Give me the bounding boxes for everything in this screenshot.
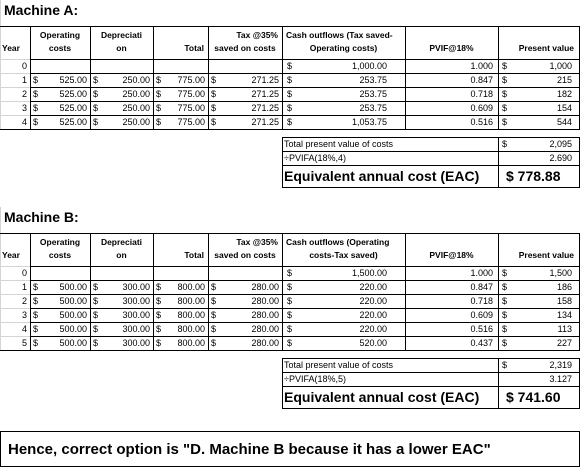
conclusion-left-border bbox=[0, 431, 1, 467]
machine-a-title: Machine A: bbox=[4, 2, 79, 18]
machine-b-cell-dep: 300.00 bbox=[122, 338, 150, 348]
machine-b-pvifa-label: ÷PVIFA(18%,5) bbox=[284, 374, 346, 384]
machine-a-cell-op-currency: $ bbox=[33, 117, 39, 127]
machine-b-cell-dep-currency: $ bbox=[93, 282, 99, 292]
machine-a-cell-pvif: 0.847 bbox=[470, 75, 493, 85]
machine-a-pvifa-label: ÷PVIFA(18%,4) bbox=[284, 153, 346, 163]
machine-b-header-dep2: on bbox=[116, 250, 127, 260]
machine-a-cell-op: 525.00 bbox=[59, 89, 87, 99]
machine-a-cell-tax-currency: $ bbox=[211, 103, 217, 113]
machine-b-cell-dep-currency: $ bbox=[93, 324, 99, 334]
machine-b-eac-label: Equivalent annual cost (EAC) bbox=[284, 389, 480, 405]
machine-a-cell-pvif: 1.000 bbox=[470, 61, 493, 71]
machine-a-cell-tax: 271.25 bbox=[251, 89, 279, 99]
machine-a-cell-tax: 271.25 bbox=[251, 103, 279, 113]
machine-b-cell-total: 800.00 bbox=[177, 282, 205, 292]
machine-a-header-dep2: on bbox=[116, 43, 127, 53]
machine-b-total-pv-label: Total present value of costs bbox=[284, 360, 394, 370]
machine-a-cell-op: 525.00 bbox=[59, 117, 87, 127]
machine-b-header-top-border bbox=[0, 233, 580, 234]
machine-b-cell-dep-currency: $ bbox=[93, 296, 99, 306]
machine-b-cell-total: 800.00 bbox=[177, 296, 205, 306]
machine-a-cell-pv: 215 bbox=[556, 75, 572, 85]
machine-b-cell-cash: 1,500.00 bbox=[351, 268, 387, 278]
machine-a-cell-tax-currency: $ bbox=[211, 75, 217, 85]
machine-b-summary-top-border bbox=[282, 358, 580, 359]
machine-a-header-total: Total bbox=[184, 43, 204, 53]
machine-b-cell-total-currency: $ bbox=[156, 324, 162, 334]
machine-b-cell-total: 800.00 bbox=[177, 324, 205, 334]
machine-b-header-dep1: Depreciati bbox=[100, 237, 143, 247]
machine-b-cell-tax-currency: $ bbox=[211, 310, 217, 320]
machine-a-cell-dep-currency: $ bbox=[93, 103, 99, 113]
machine-a-cell-year: 1 bbox=[21, 75, 27, 85]
machine-b-cell-total-currency: $ bbox=[156, 338, 162, 348]
machine-b-cell-cash: 220.00 bbox=[359, 296, 387, 306]
machine-a-cell-pv-currency: $ bbox=[502, 89, 508, 99]
machine-b-cell-tax: 280.00 bbox=[251, 324, 279, 334]
machine-a-cell-op-currency: $ bbox=[33, 75, 39, 85]
machine-b-cell-tax-currency: $ bbox=[211, 338, 217, 348]
machine-b-cell-cash: 220.00 bbox=[359, 282, 387, 292]
machine-a-summary-bottom-border bbox=[282, 187, 580, 188]
machine-b-row-border bbox=[30, 308, 580, 309]
machine-a-cell-dep: 250.00 bbox=[122, 103, 150, 113]
machine-a-cell-cash-currency: $ bbox=[287, 103, 293, 113]
machine-b-cell-tax: 280.00 bbox=[251, 310, 279, 320]
machine-b-cell-tax-currency: $ bbox=[211, 282, 217, 292]
machine-b-summary-left-border bbox=[282, 358, 283, 408]
machine-b-cell-pv: 158 bbox=[556, 296, 572, 306]
machine-b-cell-op-currency: $ bbox=[33, 324, 39, 334]
machine-a-header-tax2: saved on costs bbox=[214, 43, 276, 53]
machine-a-cell-pv-currency: $ bbox=[502, 117, 508, 127]
machine-a-cell-cash: 1,000.00 bbox=[351, 61, 387, 71]
machine-a-summary-mid-border bbox=[282, 165, 580, 166]
machine-a-cell-op-currency: $ bbox=[33, 103, 39, 113]
machine-b-cell-tax: 280.00 bbox=[251, 296, 279, 306]
machine-b-cell-dep-currency: $ bbox=[93, 338, 99, 348]
machine-b-cell-pv: 134 bbox=[556, 310, 572, 320]
machine-b-cell-cash: 220.00 bbox=[359, 324, 387, 334]
machine-b-cell-cash-currency: $ bbox=[287, 324, 293, 334]
machine-a-cell-pv: 1,000 bbox=[549, 61, 572, 71]
machine-b-cell-dep: 300.00 bbox=[122, 282, 150, 292]
machine-b-cell-pvif: 0.847 bbox=[470, 282, 493, 292]
machine-b-cell-cash: 220.00 bbox=[359, 310, 387, 320]
machine-a-cell-op: 525.00 bbox=[59, 75, 87, 85]
machine-a-header-dep1: Depreciati bbox=[100, 30, 143, 40]
machine-b-cell-dep: 300.00 bbox=[122, 324, 150, 334]
machine-a-row-border bbox=[30, 101, 580, 102]
machine-b-cell-year: 1 bbox=[21, 282, 27, 292]
machine-b-cell-total-currency: $ bbox=[156, 296, 162, 306]
machine-b-cell-pv: 1,500 bbox=[549, 268, 572, 278]
machine-a-header-op2: costs bbox=[48, 43, 72, 53]
machine-b-cell-year: 2 bbox=[21, 296, 27, 306]
machine-b-cell-tax: 280.00 bbox=[251, 338, 279, 348]
machine-a-cell-cash-currency: $ bbox=[287, 117, 293, 127]
machine-b-cell-pvif: 1.000 bbox=[470, 268, 493, 278]
machine-a-cell-op: 525.00 bbox=[59, 103, 87, 113]
machine-b-cell-pv-currency: $ bbox=[502, 268, 508, 278]
machine-a-eac-label: Equivalent annual cost (EAC) bbox=[284, 168, 480, 184]
machine-a-header-top-border bbox=[0, 26, 580, 27]
machine-b-cell-cash-currency: $ bbox=[287, 282, 293, 292]
machine-a-cell-tax-currency: $ bbox=[211, 89, 217, 99]
machine-b-cell-op: 500.00 bbox=[59, 338, 87, 348]
machine-b-cell-year: 4 bbox=[21, 324, 27, 334]
machine-b-cell-pvif: 0.516 bbox=[470, 324, 493, 334]
machine-b-cell-op: 500.00 bbox=[59, 324, 87, 334]
machine-a-cell-year: 3 bbox=[21, 103, 27, 113]
machine-b-cell-tax-currency: $ bbox=[211, 324, 217, 334]
machine-a-cell-dep-currency: $ bbox=[93, 117, 99, 127]
machine-a-cell-total: 775.00 bbox=[177, 103, 205, 113]
machine-b-cell-pv-currency: $ bbox=[502, 338, 508, 348]
machine-a-summary-left-border bbox=[282, 137, 283, 187]
machine-b-row-border bbox=[30, 280, 580, 281]
machine-b-cell-pvif: 0.718 bbox=[470, 296, 493, 306]
machine-a-header-op1: Operating bbox=[39, 30, 81, 40]
machine-b-row-border bbox=[30, 336, 580, 337]
machine-a-cell-pv: 182 bbox=[556, 89, 572, 99]
machine-a-cell-pvif: 0.516 bbox=[470, 117, 493, 127]
machine-b-cell-pv: 227 bbox=[556, 338, 572, 348]
machine-b-cell-pv-currency: $ bbox=[502, 310, 508, 320]
machine-a-cell-total-currency: $ bbox=[156, 75, 162, 85]
machine-b-cell-op-currency: $ bbox=[33, 296, 39, 306]
machine-a-cell-dep: 250.00 bbox=[122, 75, 150, 85]
machine-b-header-cash2: costs-Tax saved) bbox=[309, 250, 378, 260]
machine-a-cell-cash-currency: $ bbox=[287, 89, 293, 99]
machine-a-cell-total: 775.00 bbox=[177, 75, 205, 85]
machine-b-row-border bbox=[30, 350, 580, 351]
machine-b-cell-op: 500.00 bbox=[59, 282, 87, 292]
machine-b-cell-op-currency: $ bbox=[33, 282, 39, 292]
machine-a-cell-cash-currency: $ bbox=[287, 75, 293, 85]
machine-b-cell-year: 5 bbox=[21, 338, 27, 348]
machine-a-header-tax1: Tax @35% bbox=[236, 30, 278, 40]
machine-a-cell-pv-currency: $ bbox=[502, 61, 508, 71]
machine-b-cell-pv: 186 bbox=[556, 282, 572, 292]
machine-b-cell-cash-currency: $ bbox=[287, 268, 293, 278]
machine-b-header-total: Total bbox=[184, 250, 204, 260]
machine-b-header-op1: Operating bbox=[39, 237, 81, 247]
machine-b-cell-cash: 520.00 bbox=[359, 338, 387, 348]
machine-b-cell-total-currency: $ bbox=[156, 310, 162, 320]
machine-b-cell-year: 0 bbox=[21, 268, 27, 278]
machine-a-cell-cash: 253.75 bbox=[359, 89, 387, 99]
machine-b-title: Machine B: bbox=[4, 209, 79, 225]
machine-b-cell-tax-currency: $ bbox=[211, 296, 217, 306]
machine-b-cell-op-currency: $ bbox=[33, 310, 39, 320]
machine-b-cell-total-currency: $ bbox=[156, 282, 162, 292]
machine-b-header-tax1: Tax @35% bbox=[236, 237, 278, 247]
machine-a-header-cash2: Operating costs) bbox=[309, 43, 378, 53]
machine-b-cell-op-currency: $ bbox=[33, 338, 39, 348]
machine-b-row-border bbox=[30, 294, 580, 295]
machine-a-cell-cash: 1,053.75 bbox=[351, 117, 387, 127]
machine-a-cell-total: 775.00 bbox=[177, 89, 205, 99]
machine-b-header-op2: costs bbox=[48, 250, 72, 260]
machine-b-cell-pv: 113 bbox=[557, 324, 572, 334]
machine-a-header-pvif: PVIF@18% bbox=[429, 43, 474, 53]
machine-b-total-pv-currency: $ bbox=[502, 360, 508, 370]
machine-a-total-pv-label: Total present value of costs bbox=[284, 139, 394, 149]
machine-a-cell-dep: 250.00 bbox=[122, 89, 150, 99]
machine-b-cell-cash-currency: $ bbox=[287, 296, 293, 306]
machine-b-cell-dep: 300.00 bbox=[122, 296, 150, 306]
machine-a-cell-dep-currency: $ bbox=[93, 75, 99, 85]
machine-a-total-pv-currency: $ bbox=[502, 139, 508, 149]
machine-a-cell-pvif: 0.718 bbox=[470, 89, 493, 99]
machine-b-row-border bbox=[30, 266, 580, 267]
machine-a-summary-mid-border bbox=[282, 151, 580, 152]
machine-a-cell-pv-currency: $ bbox=[502, 75, 508, 85]
machine-b-cell-op: 500.00 bbox=[59, 296, 87, 306]
machine-a-cell-year: 0 bbox=[21, 61, 27, 71]
machine-a-row-border bbox=[30, 115, 580, 116]
machine-a-cell-op-currency: $ bbox=[33, 89, 39, 99]
machine-a-cell-year: 2 bbox=[21, 89, 27, 99]
machine-a-cell-cash: 253.75 bbox=[359, 75, 387, 85]
conclusion-top-border bbox=[0, 431, 580, 432]
machine-b-cell-cash-currency: $ bbox=[287, 310, 293, 320]
machine-b-header-pv: Present value bbox=[518, 250, 574, 260]
machine-b-cell-pv-currency: $ bbox=[502, 282, 508, 292]
machine-a-cell-dep: 250.00 bbox=[122, 117, 150, 127]
machine-a-row-border bbox=[30, 87, 580, 88]
machine-b-cell-dep-currency: $ bbox=[93, 310, 99, 320]
machine-b-cell-dep: 300.00 bbox=[122, 310, 150, 320]
machine-a-cell-total-currency: $ bbox=[156, 103, 162, 113]
machine-b-cell-year: 3 bbox=[21, 310, 27, 320]
machine-a-cell-cash: 253.75 bbox=[359, 103, 387, 113]
machine-a-cell-tax: 271.25 bbox=[251, 117, 279, 127]
machine-b-cell-total: 800.00 bbox=[177, 310, 205, 320]
machine-a-cell-cash-currency: $ bbox=[287, 61, 293, 71]
machine-a-summary-top-border bbox=[282, 137, 580, 138]
machine-b-summary-bottom-border bbox=[282, 408, 580, 409]
machine-b-header-pvif: PVIF@18% bbox=[429, 250, 474, 260]
machine-b-cell-pv-currency: $ bbox=[502, 324, 508, 334]
machine-a-total-pv-value: 2,095 bbox=[549, 139, 572, 149]
machine-a-cell-pv-currency: $ bbox=[502, 103, 508, 113]
machine-a-cell-total-currency: $ bbox=[156, 89, 162, 99]
machine-b-row-border bbox=[30, 322, 580, 323]
machine-a-cell-total-currency: $ bbox=[156, 117, 162, 127]
machine-a-cell-pv: 544 bbox=[556, 117, 572, 127]
machine-a-row-border bbox=[30, 129, 580, 130]
machine-a-header-cash1: Cash outflows (Tax saved- bbox=[286, 30, 393, 40]
machine-b-cell-op: 500.00 bbox=[59, 310, 87, 320]
conclusion-text: Hence, correct option is "D. Machine B because it has a lower EAC" bbox=[8, 441, 491, 458]
machine-a-row-border bbox=[30, 59, 580, 60]
machine-b-summary-mid-border bbox=[282, 372, 580, 373]
machine-b-cell-pv-currency: $ bbox=[502, 296, 508, 306]
machine-a-cell-dep-currency: $ bbox=[93, 89, 99, 99]
machine-a-eac-value: $ 778.88 bbox=[506, 168, 561, 184]
machine-b-eac-value: $ 741.60 bbox=[506, 389, 561, 405]
machine-b-pvifa-value: 3.127 bbox=[549, 374, 572, 384]
machine-a-cell-tax-currency: $ bbox=[211, 117, 217, 127]
machine-b-cell-cash-currency: $ bbox=[287, 338, 293, 348]
machine-a-cell-pvif: 0.609 bbox=[470, 103, 493, 113]
machine-b-cell-pvif: 0.609 bbox=[470, 310, 493, 320]
machine-a-row-border bbox=[30, 73, 580, 74]
machine-a-cell-pv: 154 bbox=[556, 103, 572, 113]
machine-b-summary-mid-border bbox=[282, 386, 580, 387]
machine-a-cell-year: 4 bbox=[21, 117, 27, 127]
machine-a-header-year: Year bbox=[2, 43, 20, 53]
machine-a-header-pv: Present value bbox=[518, 43, 574, 53]
machine-b-total-pv-value: 2,319 bbox=[549, 360, 572, 370]
machine-b-cell-total: 800.00 bbox=[177, 338, 205, 348]
machine-b-header-tax2: saved on costs bbox=[214, 250, 276, 260]
machine-b-cell-pvif: 0.437 bbox=[470, 338, 493, 348]
machine-b-header-cash1: Cash outflows (Operating bbox=[286, 237, 390, 247]
machine-a-pvifa-value: 2.690 bbox=[549, 153, 572, 163]
machine-a-cell-total: 775.00 bbox=[177, 117, 205, 127]
machine-b-cell-tax: 280.00 bbox=[251, 282, 279, 292]
machine-a-cell-tax: 271.25 bbox=[251, 75, 279, 85]
machine-b-header-year: Year bbox=[2, 250, 20, 260]
